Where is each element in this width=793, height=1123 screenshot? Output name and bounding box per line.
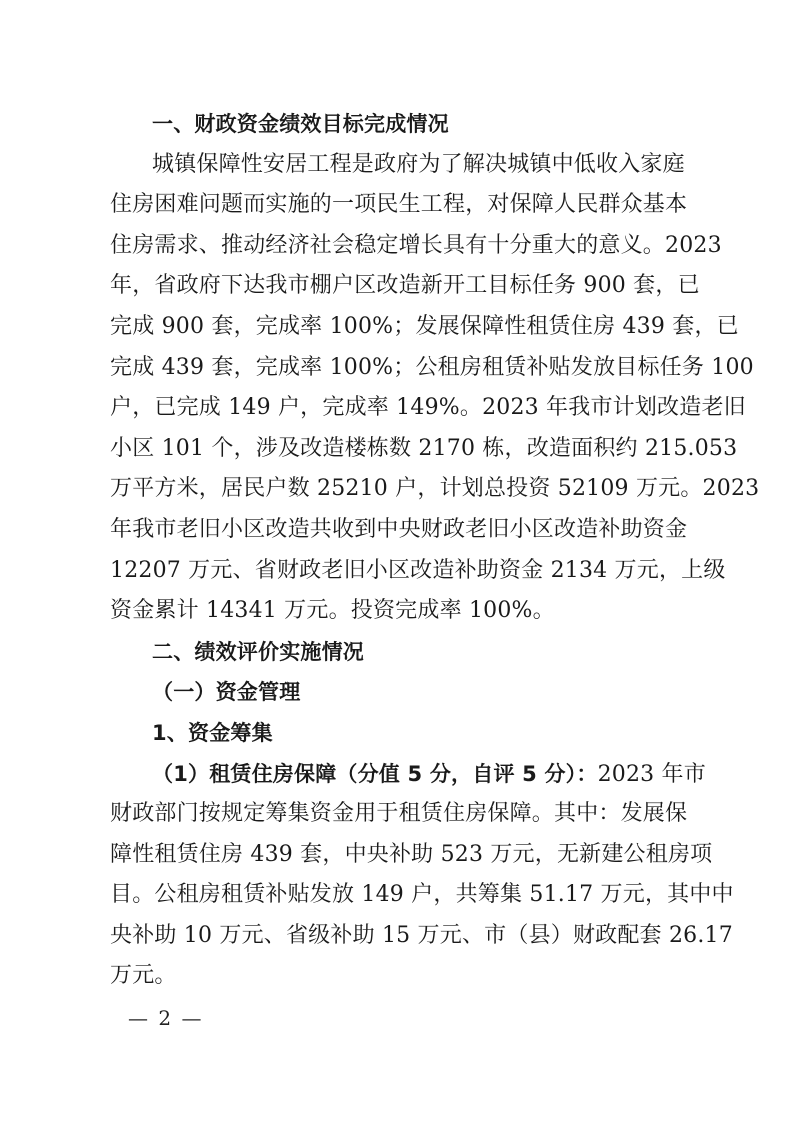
- paragraph-1-line-4: 年，省政府下达我市棚户区改造新开工目标任务 900 套，已: [110, 273, 700, 299]
- paragraph-1-line-2: 住房困难问题而实施的一项民生工程，对保障人民群众基本: [110, 192, 688, 218]
- section-heading-1: 一、财政资金绩效目标完成情况: [152, 112, 449, 136]
- paragraph-2-lead: （1）租赁住房保障（分值 5 分，自评 5 分）：: [152, 761, 598, 786]
- paragraph-2-line-3: 障性租赁住房 439 套，中央补助 523 万元，无新建公租房项: [110, 841, 713, 867]
- subsection-heading-1: （一）资金管理: [152, 680, 301, 705]
- page-number: — 2 —: [128, 1006, 204, 1030]
- paragraph-1-line-8: 小区 101 个，涉及改造楼栋数 2170 栋，改造面积约 215.053: [110, 435, 738, 461]
- paragraph-1-line-12: 资金累计 14341 万元。投资完成率 100%。: [110, 598, 555, 624]
- paragraph-2-first-rest: 2023 年市: [597, 761, 706, 787]
- section-heading-2: 二、绩效评价实施情况: [152, 639, 364, 664]
- document-body: [110, 104, 760, 997]
- paragraph-2-line-4: 目。公租房租赁补贴发放 149 户，共筹集 51.17 万元，其中中: [110, 882, 734, 908]
- paragraph-1-line-1: 城镇保障性安居工程是政府为了解决城镇中低收入家庭: [152, 151, 685, 177]
- paragraph-1-line-9: 万平方米，居民户数 25210 户，计划总投资 52109 万元。2023: [110, 476, 760, 502]
- paragraph-1-line-5: 完成 900 套，完成率 100%；发展保障性租赁住房 439 套，已: [110, 313, 739, 339]
- paragraph-1-line-7: 户，已完成 149 户，完成率 149%。2023 年我市计划改造老旧: [110, 395, 746, 421]
- subsection-heading-2: 1、资金筹集: [152, 720, 273, 745]
- paragraph-1-line-6: 完成 439 套，完成率 100%；公租房租赁补贴发放目标任务 100: [110, 354, 754, 380]
- paragraph-1-line-10: 年我市老旧小区改造共收到中央财政老旧小区改造补助资金: [110, 516, 688, 542]
- paragraph-1-line-3: 住房需求、推动经济社会稳定增长具有十分重大的意义。2023: [110, 232, 722, 258]
- paragraph-2-line-5: 央补助 10 万元、省级补助 15 万元、市（县）财政配套 26.17: [110, 922, 733, 948]
- paragraph-1-line-11: 12207 万元、省财政老旧小区改造补助资金 2134 万元，上级: [110, 557, 726, 583]
- paragraph-2-line-2: 财政部门按规定筹集资金用于租赁住房保障。其中：发展保: [110, 801, 688, 827]
- paragraph-2-line-6: 万元。: [110, 963, 177, 989]
- paragraph-2-line-1: [110, 754, 706, 795]
